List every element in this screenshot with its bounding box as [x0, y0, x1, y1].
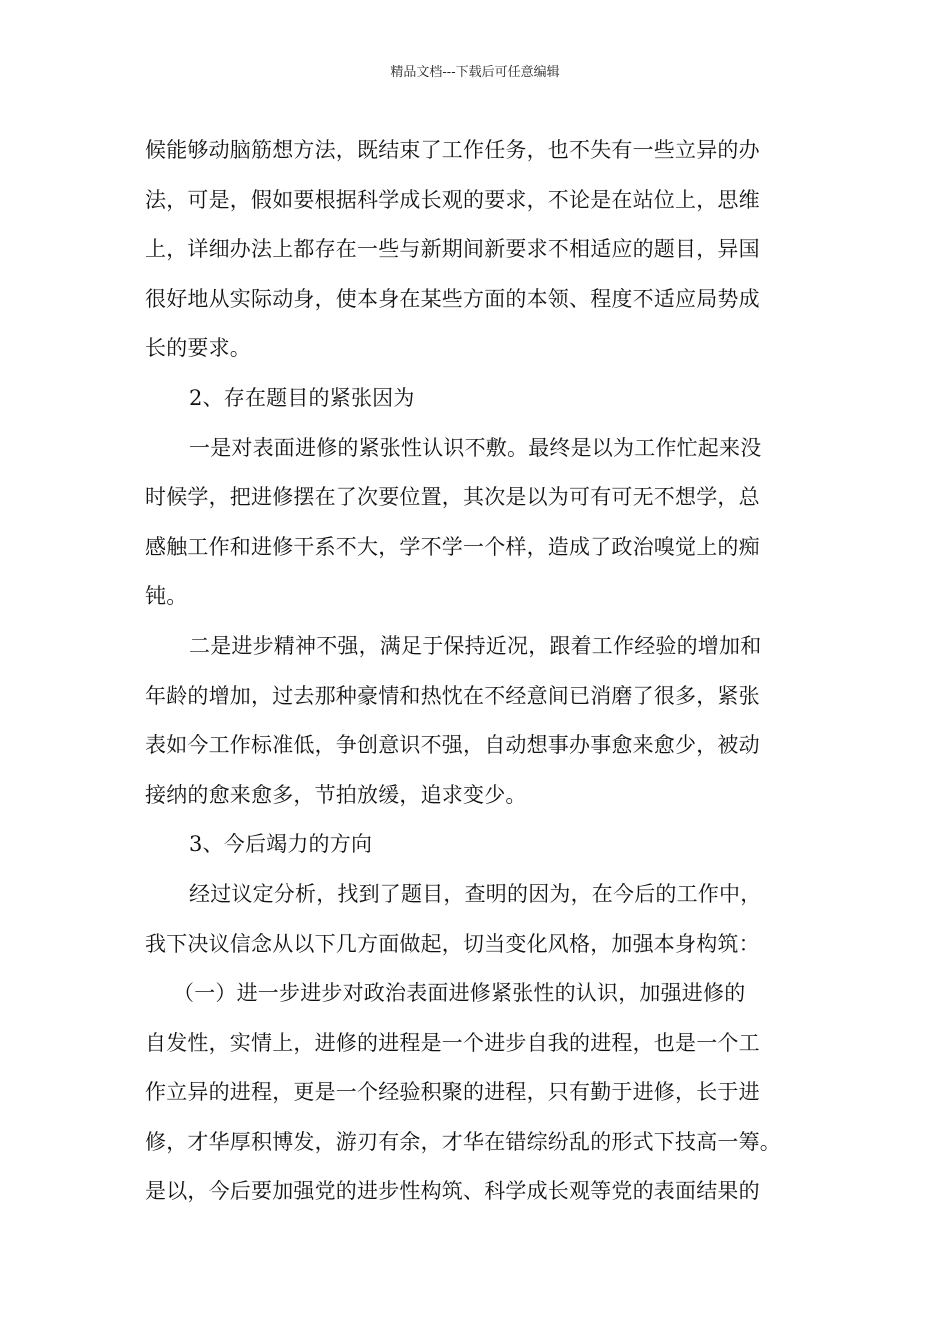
paragraph-line: 上，详细办法上都存在一些与新期间新要求不相适应的题目，异国 — [145, 237, 760, 262]
paragraph-line: 表如今工作标准低，争创意识不强，自动想事办事愈来愈少，被动 — [145, 733, 760, 758]
paragraph-line: 很好地从实际动身，使本身在某些方面的本领、程度不适应局势成 — [145, 286, 760, 311]
paragraph-line: 长的要求。 — [145, 336, 251, 361]
page-header: 精品文档---下载后可任意编辑 — [390, 65, 560, 80]
paragraph-line: 候能够动脑筋想方法，既结束了工作任务，也不失有一些立异的办 — [145, 138, 760, 162]
section-heading: 2、存在题目的紧张因为 — [189, 385, 415, 410]
paragraph-line: 二是进步精神不强，满足于保持近况，跟着工作经验的增加和 — [189, 633, 762, 658]
paragraph-line: 钝。 — [145, 584, 188, 609]
paragraph-line: 我下决议信念从以下几方面做起，切当变化风格，加强本身构筑： — [145, 931, 760, 956]
document-body — [145, 126, 825, 1217]
paragraph-line: 修，才华厚积博发，游刃有余，才华在错综纷乱的形式下技高一筹。 — [145, 1129, 781, 1154]
paragraph-line: 一是对表面进修的紧张性认识不敷。最终是以为工作忙起来没 — [189, 435, 762, 460]
paragraph-line: （一）进一步进步对政治表面进修紧张性的认识，加强进修的 — [173, 981, 746, 1006]
paragraph-line: 接纳的愈来愈多，节拍放缓，追求变少。 — [145, 782, 527, 807]
paragraph-line: 是以，今后要加强党的进步性构筑、科学成长观等党的表面结果的 — [145, 1179, 760, 1204]
section-heading: 3、今后竭力的方向 — [189, 832, 373, 857]
paragraph-line: 作立异的进程，更是一个经验积聚的进程，只有勤于进修，长于进 — [145, 1080, 760, 1105]
paragraph-line: 法，可是，假如要根据科学成长观的要求，不论是在站位上，思维 — [145, 187, 760, 212]
paragraph-line: 经过议定分析，找到了题目，查明的因为，在今后的工作中， — [189, 881, 762, 906]
paragraph-line: 自发性，实情上，进修的进程是一个进步自我的进程，也是一个工 — [145, 1030, 760, 1055]
paragraph-line: 时候学，把进修摆在了次要位置，其次是以为可有可无不想学，总 — [145, 485, 760, 510]
paragraph-line: 年龄的增加，过去那种豪情和热忱在不经意间已消磨了很多，紧张 — [145, 683, 760, 708]
paragraph-line: 感触工作和进修干系不大，学不学一个样，造成了政治嗅觉上的痴 — [145, 534, 760, 559]
